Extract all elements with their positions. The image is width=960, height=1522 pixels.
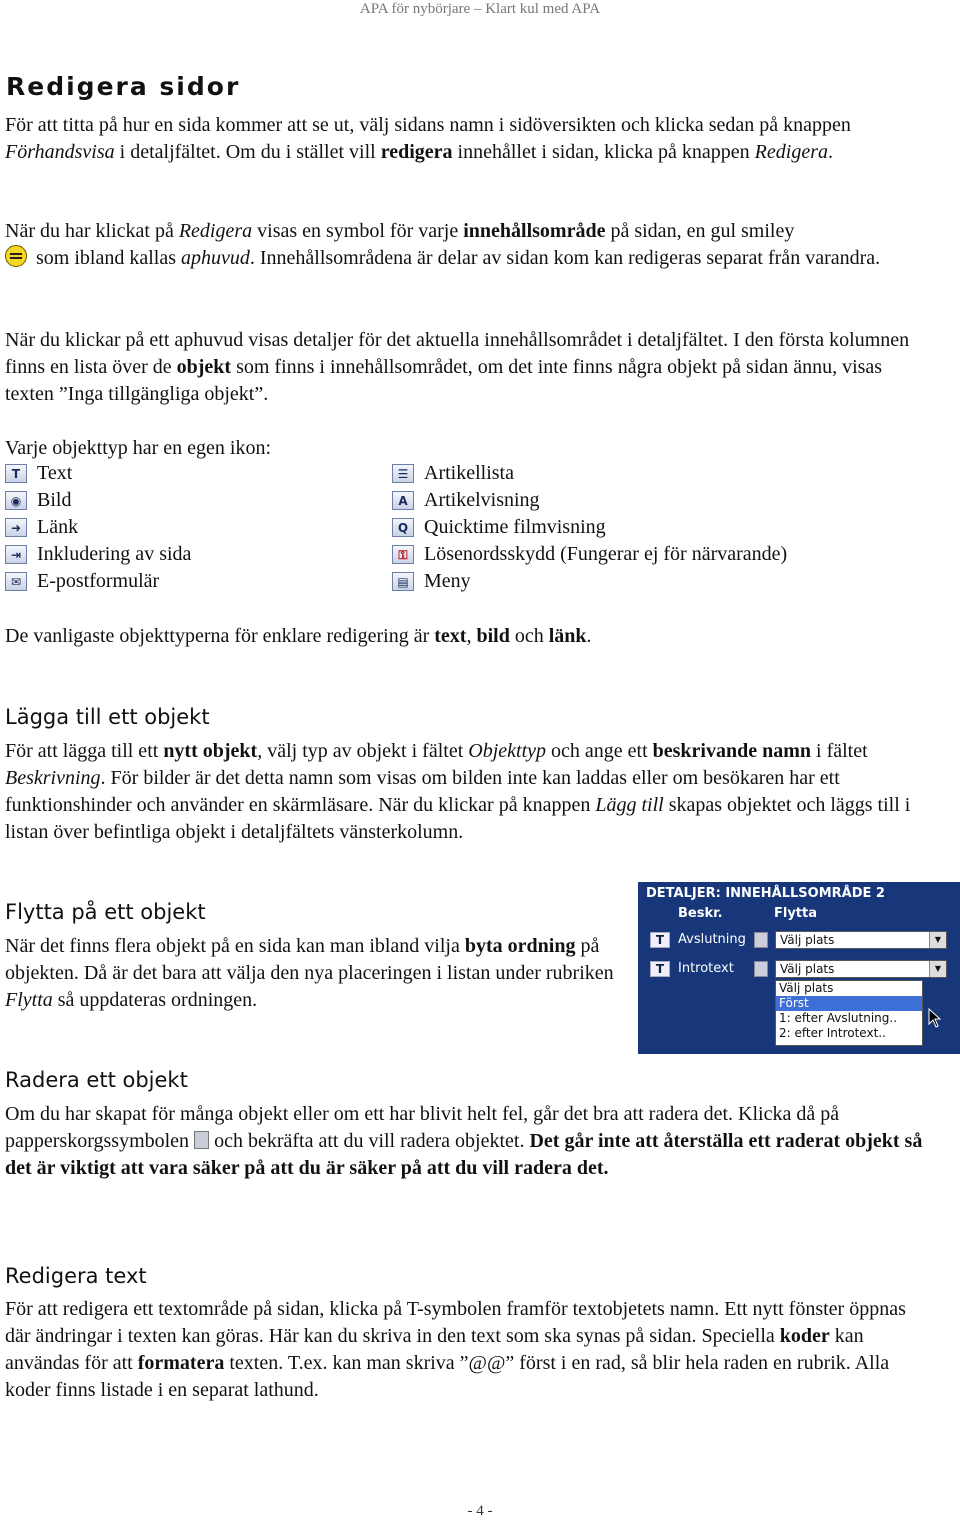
- intro-paragraph-1: För att titta på hur en sida kommer att se ut, välj sidans namn i sidöversikten och klicka sedan på knappen Förhandsvisa i detaljfältet. Om du i stället vill redigera innehållet i sidan, klicka på knappen Redigera.: [5, 114, 851, 163]
- move-heading: Flytta på ett objekt: [5, 900, 206, 924]
- page-header: APA för nybörjare – Klart kul med APA: [359, 1, 601, 17]
- intro-paragraph-3: När du klickar på ett aphuvud visas detaljer för det aktuella innehållsområdet i detaljfältet. I den första kolumnen finns en lista över de objekt som finns i innehållsområdet, om det inte finns några objekt på sidan ännu, visas texten ”Inga tillgängliga objekt”.: [5, 329, 910, 405]
- objtype-image: ◉ Bild: [5, 487, 71, 514]
- text-icon[interactable]: T: [650, 932, 670, 948]
- smiley-icon: [5, 245, 27, 267]
- envelope-icon: ✉: [5, 572, 27, 591]
- objtype-menu: ▤ Meny: [392, 568, 471, 595]
- objtype-text: T Text: [5, 460, 72, 487]
- dropdown-option[interactable]: 2: efter Introtext..: [779, 1026, 886, 1040]
- text-icon[interactable]: T: [650, 961, 670, 977]
- objtype-quicktime: Q Quicktime filmvisning: [392, 514, 606, 541]
- edit-heading: Redigera text: [5, 1264, 147, 1288]
- objtype-article-list: ☰ Artikellista: [392, 460, 514, 487]
- dropdown-option-selected[interactable]: Först: [776, 996, 922, 1011]
- dropdown-arrow-icon: ▼: [929, 961, 946, 977]
- quicktime-icon: Q: [392, 518, 414, 537]
- page-number: - 4 -: [467, 1503, 493, 1519]
- trash-icon: [194, 1131, 209, 1149]
- dropdown-arrow-icon: ▼: [929, 932, 946, 948]
- objtype-email: ✉ E-postformulär: [5, 568, 159, 595]
- trash-icon[interactable]: [754, 932, 768, 948]
- mouse-cursor-icon: [928, 1008, 942, 1028]
- dropdown-option[interactable]: 1: efter Avslutning..: [779, 1011, 898, 1025]
- article-list-icon: ☰: [392, 464, 414, 483]
- details-screenshot: [638, 882, 960, 1054]
- page-title: Redigera sidor: [6, 72, 241, 101]
- add-paragraph: För att lägga till ett nytt objekt, välj typ av objekt i fältet Objekttyp och ange ett beskrivande namn i fältet Beskrivning. För bilder är det detta namn som visas om bilden inte kan laddas eller om besökaren har ett funktionshinder och använder en skärmläsare. När du klickar på knappen Lägg till skapas objektet och läggs till i listan över befintliga objekt i detaljfältets vänsterkolumn.: [5, 740, 911, 843]
- move-select-2[interactable]: Välj plats ▼: [775, 960, 947, 978]
- row-label-2: Introtext: [678, 961, 734, 976]
- objtype-include: ⇥ Inkludering av sida: [5, 541, 191, 568]
- include-page-icon: ⇥: [5, 545, 27, 564]
- row-label-1: Avslutning: [678, 932, 746, 947]
- objtypes-intro: Varje objekttyp har en egen ikon:: [5, 437, 272, 459]
- delete-heading: Radera ett objekt: [5, 1068, 188, 1092]
- delete-paragraph: Om du har skapat för många objekt eller om ett har blivit helt fel, går det bra att radera det. Klicka då på papperskorgssymbolen och bekräfta att du vill radera objektet. Det går inte att återställa ett raderat objekt så det är viktigt att vara säker på att du är säker på att du vill radera det.: [5, 1103, 923, 1179]
- eye-icon: ◉: [5, 491, 27, 510]
- move-select-1[interactable]: Välj plats ▼: [775, 931, 947, 949]
- details-title: DETALJER: INNEHÅLLSOMRÅDE 2: [646, 886, 885, 901]
- move-dropdown-list: [775, 980, 923, 1046]
- objtype-article-view: A Artikelvisning: [392, 487, 540, 514]
- move-paragraph: När det finns flera objekt på en sida kan man ibland vilja byta ordning på objekten. Då är det bara att välja den nya placeringen i listan under rubriken Flytta så uppdateras ordningen.: [5, 935, 614, 1011]
- key-icon: ⚿: [392, 545, 414, 564]
- objtype-password: ⚿ Lösenordsskydd (Fungerar ej för närvarande): [392, 541, 787, 568]
- dropdown-option[interactable]: Välj plats: [779, 981, 834, 995]
- column-header-move: Flytta: [774, 906, 818, 921]
- objtype-link: ➜ Länk: [5, 514, 78, 541]
- link-arrow-icon: ➜: [5, 518, 27, 537]
- article-view-icon: A: [392, 491, 414, 510]
- intro-paragraph-2: När du har klickat på Redigera visas en symbol för varje innehållsområde på sidan, en gul smiley som ibland kallas aphuvud. Innehållsområdena är delar av sidan kom kan redigeras separat från varandra.: [5, 220, 881, 269]
- add-heading: Lägga till ett objekt: [5, 705, 210, 729]
- edit-paragraph: För att redigera ett textområde på sidan, klicka på T-symbolen framför textobjetets namn. Ett nytt fönster öppnas där ändringar i texten kan göras. Här kan du skriva in den text som ska synas på sidan. Speciella koder kan användas för att formatera texten. T.ex. kan man skriva ”@@” först i en rad, så blir hela raden en rubrik. Alla koder finns listade i en separat lathund.: [5, 1298, 906, 1401]
- menu-icon: ▤: [392, 572, 414, 591]
- trash-icon[interactable]: [754, 961, 768, 977]
- text-icon: T: [5, 464, 27, 483]
- column-header-description: Beskr.: [678, 906, 723, 921]
- common-objtypes: De vanligaste objekttyperna för enklare redigering är text, bild och länk.: [5, 625, 592, 647]
